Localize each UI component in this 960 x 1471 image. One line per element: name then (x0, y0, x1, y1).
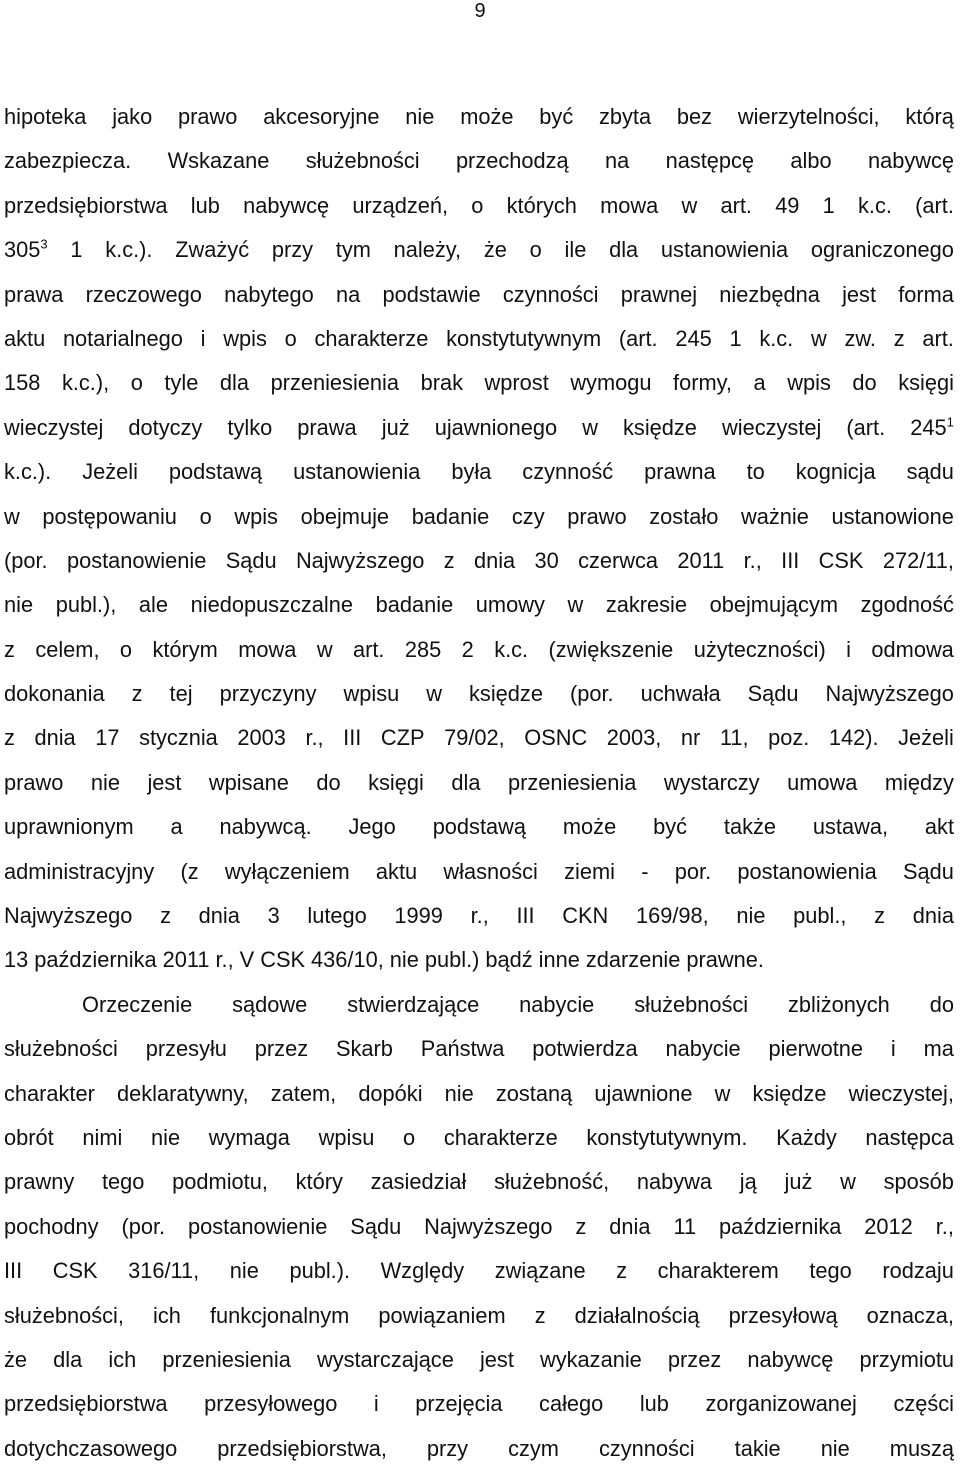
text-line: w postępowaniu o wpis obejmuje badanie czy prawo zostało ważnie ustanowione (4, 503, 954, 529)
text-line: służebności, ich funkcjonalnym powiązaniem z działalnością przesyłową oznacza, (4, 1302, 954, 1328)
text-line: III CSK 316/11, nie publ.). Względy związane z charakterem tego rodzaju (4, 1258, 954, 1284)
text-line: pochodny (por. postanowienie Sądu Najwyższego z dnia 11 października 2012 r., (4, 1213, 954, 1239)
text-line: z celem, o którym mowa w art. 285 2 k.c. (zwiększenie użyteczności) i odmowa (4, 636, 954, 662)
page-number: 9 (474, 0, 486, 22)
text-line: prawa rzeczowego nabytego na podstawie czynności prawnej niezbędna jest forma (4, 281, 954, 307)
text-line: dotychczasowego przedsiębiorstwa, przy czym czynności takie nie muszą (4, 1435, 954, 1461)
text-line: prawny tego podmiotu, który zasiedział służebność, nabywa ją już w sposób (4, 1169, 954, 1195)
text-line: prawo nie jest wpisane do księgi dla przeniesienia wystarczy umowa między (4, 769, 954, 795)
text-line: przedsiębiorstwa lub nabywcę urządzeń, o których mowa w art. 49 1 k.c. (art. (4, 192, 954, 218)
text-line: k.c.). Jeżeli podstawą ustanowienia była czynność prawna to kognicja sądu (4, 459, 954, 485)
text-line: nie publ.), ale niedopuszczalne badanie umowy w zakresie obejmującym zgodność (4, 592, 954, 618)
text-line: z dnia 17 stycznia 2003 r., III CZP 79/02, OSNC 2003, nr 11, poz. 142). Jeżeli (4, 725, 954, 751)
text-line: dokonania z tej przyczyny wpisu w księdze (por. uchwała Sądu Najwyższego (4, 681, 954, 707)
text-line: (por. postanowienie Sądu Najwyższego z dnia 30 czerwca 2011 r., III CSK 272/11, (4, 547, 954, 573)
text-line: uprawnionym a nabywcą. Jego podstawą może być także ustawa, akt (4, 814, 954, 840)
text-line: $305^3$ 1 k.c.). Zważyć przy tym należy, że o ile dla ustanowienia ograniczonego (4, 236, 954, 263)
text-line: 158 k.c.), o tyle dla przeniesienia brak wprost wymogu formy, a wpis do księgi (4, 370, 954, 396)
text-line: administracyjny (z wyłączeniem aktu własności ziemi - por. postanowienia Sądu (4, 858, 954, 884)
text-line: wieczystej dotyczy tylko prawa już ujawnionego w księdze wieczystej (art. $245^1$ (4, 414, 954, 440)
document-body (4, 95, 954, 1471)
text-line: Orzeczenie sądowe stwierdzające nabycie służebności zbliżonych do (82, 991, 954, 1017)
text-line: 13 października 2011 r., V CSK 436/10, nie publ.) bądź inne zdarzenie prawne. (4, 947, 764, 973)
text-line: hipoteka jako prawo akcesoryjne nie może być zbyta bez wierzytelności, którą (4, 104, 954, 129)
text-line: że dla ich przeniesienia wystarczające jest wykazanie przez nabywcę przymiotu (4, 1346, 954, 1372)
text-line: charakter deklaratywny, zatem, dopóki nie zostaną ujawnione w księdze wieczystej, (4, 1080, 954, 1106)
text-line: służebności przesyłu przez Skarb Państwa potwierdza nabycie pierwotne i ma (4, 1036, 954, 1062)
text-line: przedsiębiorstwa przesyłowego i przejęcia całego lub zorganizowanej części (4, 1391, 954, 1417)
text-line: Najwyższego z dnia 3 lutego 1999 r., III CKN 169/98, nie publ., z dnia (4, 903, 954, 929)
text-line: zabezpiecza. Wskazane służebności przechodzą na następcę albo nabywcę (4, 148, 954, 174)
text-line: obrót nimi nie wymaga wpisu o charakterze konstytutywnym. Każdy następca (4, 1124, 954, 1150)
text-line: aktu notarialnego i wpis o charakterze konstytutywnym (art. 245 1 k.c. w zw. z art. (4, 325, 954, 351)
